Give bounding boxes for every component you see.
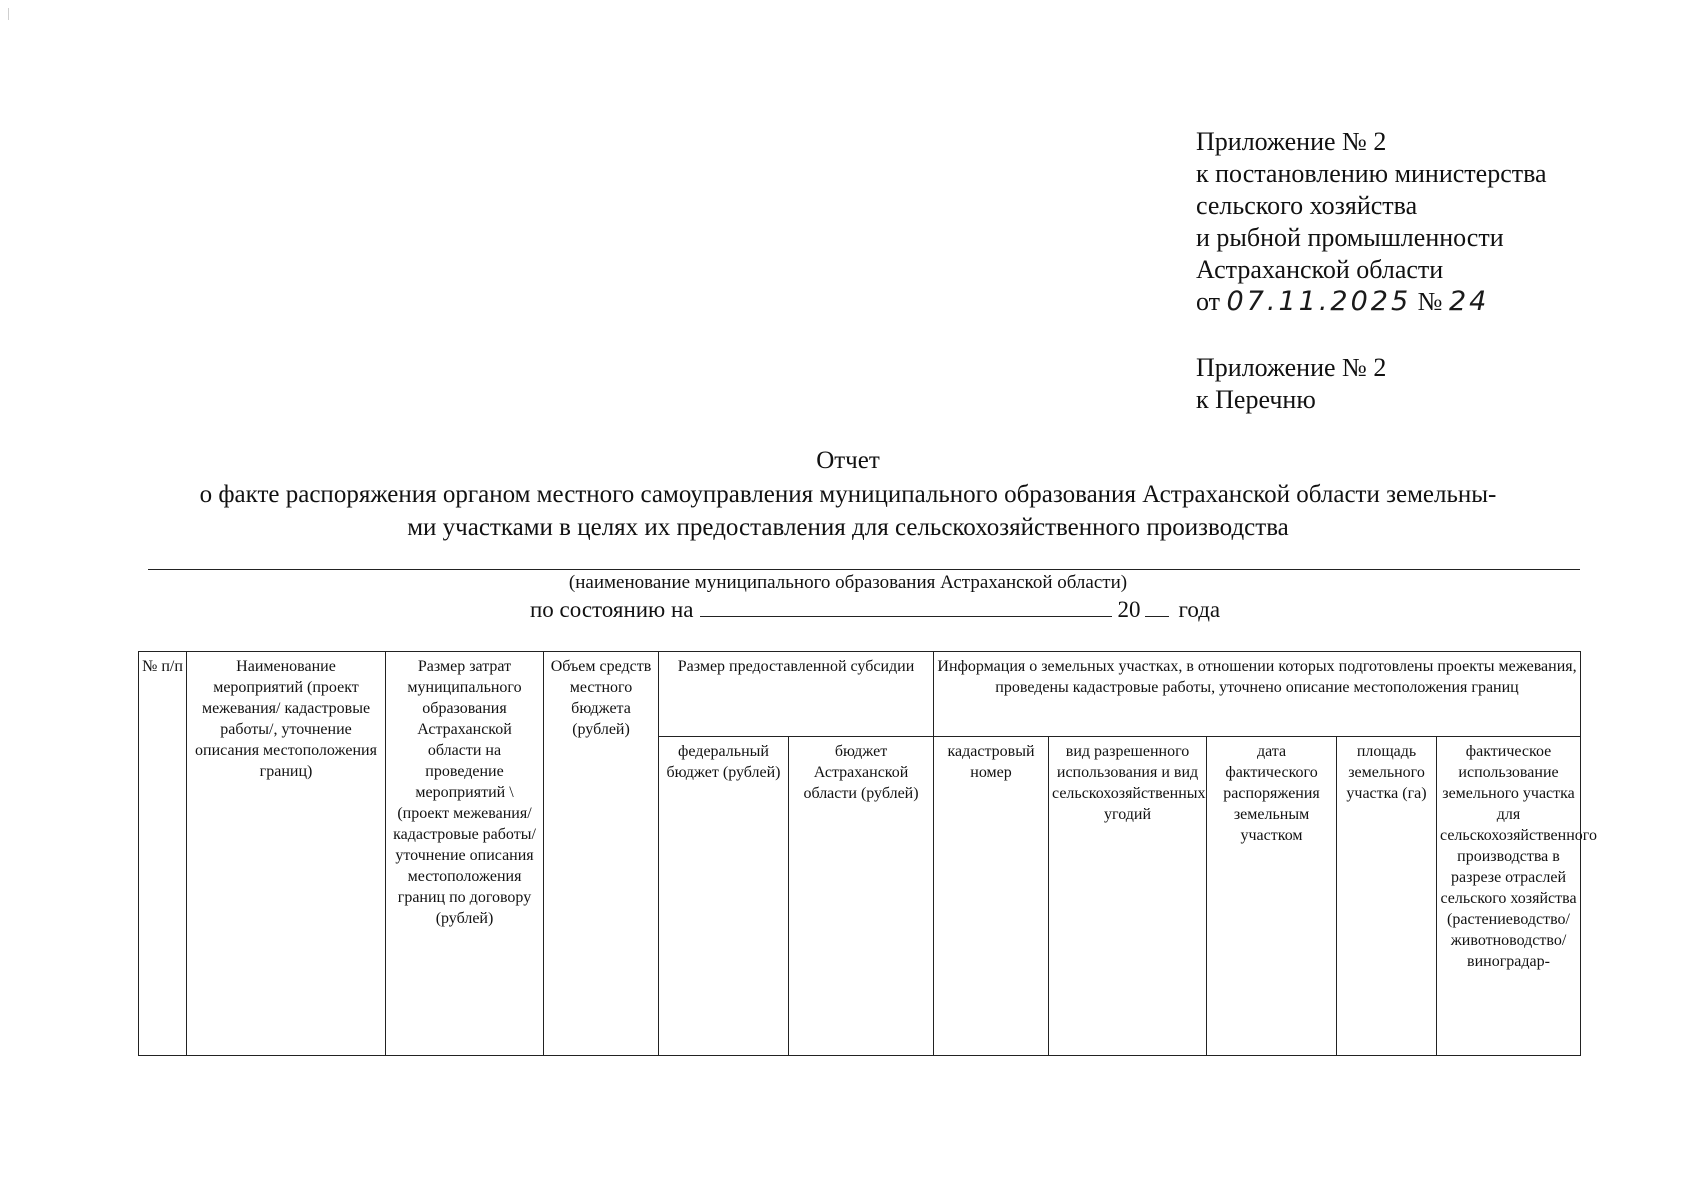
asof-year-blank [1145, 594, 1169, 617]
appendix-main-line4: и рыбной промышленности [1196, 223, 1504, 252]
appendix-main-line3: сельского хозяйства [1196, 191, 1418, 220]
municipality-name-caption: (наименование муниципального образования Астраханской области) [568, 572, 1128, 593]
header-event-name: Наименование мероприятий (проект межевания/ кадастровые работы/, уточнение описания местоположения границ) [187, 652, 386, 1056]
appendix-main-line5: Астраханской области [1196, 255, 1444, 284]
asof-prefix: по состоянию на [530, 597, 694, 622]
municipality-name-line [148, 569, 1580, 570]
header-federal: федеральный бюджет (рублей) [659, 737, 789, 1056]
asof-line [530, 594, 1220, 623]
report-title: Отчет [816, 447, 880, 474]
header-area: площадь земельного участка (га) [1337, 737, 1437, 1056]
report-subtitle [0, 478, 1696, 544]
header-actual-use: фактическое использование земельного участка для сельскохозяйственного производства в разрезе отраслей сельского хозяйства (растениеводство/животноводство/виноградар- [1437, 737, 1581, 1056]
appendix-second-line2: к Перечню [1196, 385, 1316, 414]
header-cost: Размер затрат муниципального образования Астраханской области на проведение мероприятий \ (проект межевания/кадастровые работы/уточнение описания местоположения границ по договору (рублей) [386, 652, 544, 1056]
table-header-row-1 [139, 652, 1581, 737]
header-local-budget: Объем средств местного бюджета (рублей) [544, 652, 659, 1056]
handwritten-date: 07.11.2025 [1226, 286, 1412, 317]
date-prefix: от [1196, 287, 1221, 316]
asof-suffix: года [1178, 597, 1221, 622]
number-prefix: № [1417, 287, 1443, 316]
report-subtitle-line1: о факте распоряжения органом местного самоуправления муниципального образования Астраханской области земельны- [199, 481, 1497, 508]
header-date: дата фактического распоряжения земельным участком [1207, 737, 1337, 1056]
header-group-subsidy: Размер предоставленной субсидии [659, 652, 934, 737]
appendix-main-line1: Приложение № 2 [1196, 127, 1387, 156]
appendix-main-line2: к постановлению министерства [1196, 159, 1547, 188]
scan-mark [8, 8, 9, 20]
appendix-second-block [1196, 352, 1386, 416]
asof-date-blank [700, 594, 1112, 617]
appendix-second-line1: Приложение № 2 [1196, 353, 1387, 382]
header-num: № п/п [139, 652, 187, 1056]
header-use-type: вид разрешенного использования и вид сельскохозяйственных угодий [1049, 737, 1207, 1056]
report-subtitle-line2: ми участками в целях их предоставления для сельскохозяйственного производства [407, 514, 1289, 541]
asof-year-prefix: 20 [1117, 597, 1141, 622]
handwritten-number: 24 [1448, 286, 1490, 317]
report-table [138, 651, 1597, 1056]
appendix-main-date-line [1196, 286, 1547, 318]
header-regional: бюджет Астраханской области (рублей) [789, 737, 934, 1056]
appendix-main-block [1196, 126, 1547, 318]
header-group-land-info: Информация о земельных участках, в отношении которых подготовлены проекты межевания, проведены кадастровые работы, уточнено описание местоположения границ [934, 652, 1581, 737]
header-cadastral: кадастровый номер [934, 737, 1049, 1056]
